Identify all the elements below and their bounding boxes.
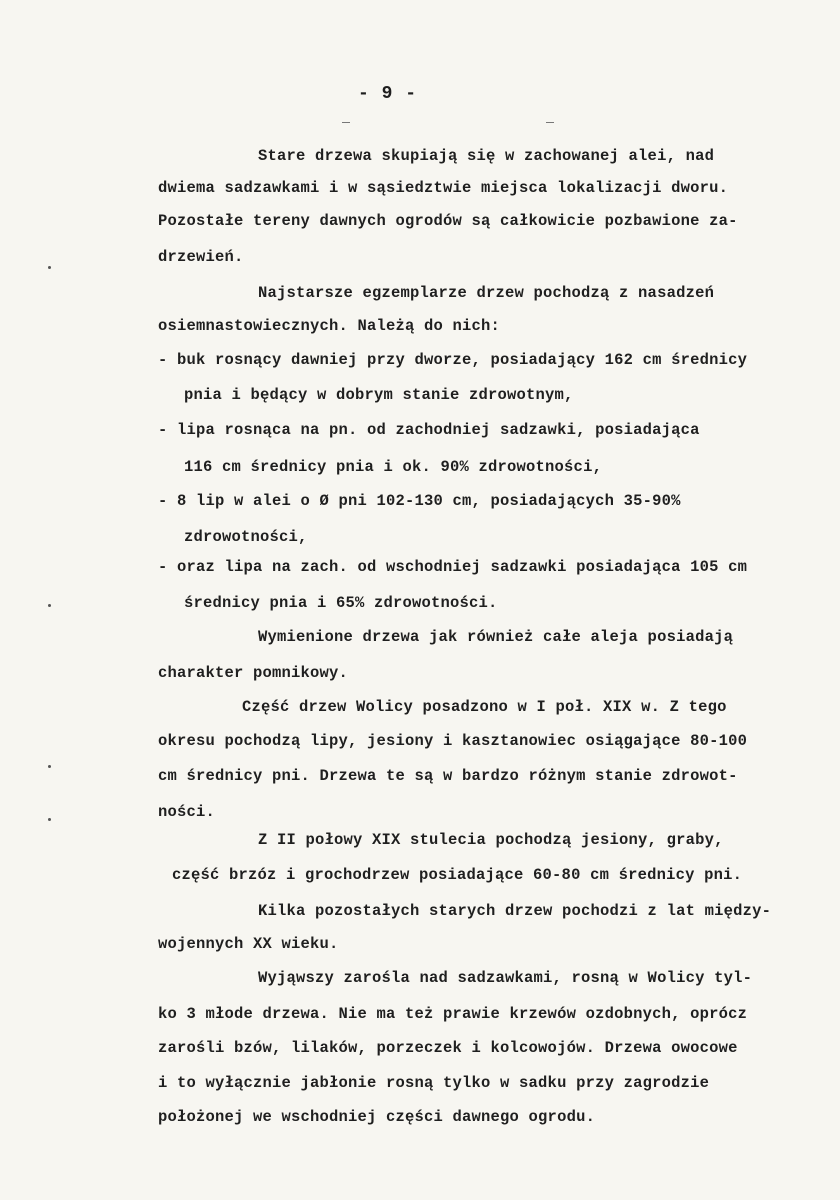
text-line: położonej we wschodniej części dawnego ogrodu. [158, 1108, 596, 1126]
text-line: - 8 lip w alei o Ø pni 102-130 cm, posiadających 35-90% [158, 492, 681, 510]
text-line: - lipa rosnąca na pn. od zachodniej sadzawki, posiadająca [158, 421, 700, 439]
text-line: - oraz lipa na zach. od wschodniej sadzawki posiadająca 105 cm [158, 558, 748, 576]
text-line: 116 cm średnicy pnia i ok. 90% zdrowotności, [184, 458, 603, 476]
text-line: osiemnastowiecznych. Należą do nich: [158, 317, 501, 335]
text-line: ko 3 młode drzewa. Nie ma też prawie krzewów ozdobnych, oprócz [158, 1005, 748, 1023]
text-line: wojennych XX wieku. [158, 935, 339, 953]
text-line: okresu pochodzą lipy, jesiony i kasztanowiec osiągające 80-100 [158, 732, 748, 750]
text-line: Z II połowy XIX stulecia pochodzą jesiony, graby, [258, 831, 724, 849]
text-line: ności. [158, 803, 216, 821]
margin-mark [48, 266, 51, 269]
text-line: Pozostałe tereny dawnych ogrodów są całkowicie pozbawione za- [158, 212, 738, 230]
text-line: dwiema sadzawkami i w sąsiedztwie miejsca lokalizacji dworu. [158, 179, 729, 197]
margin-mark [48, 818, 51, 821]
text-line: średnicy pnia i 65% zdrowotności. [184, 594, 498, 612]
text-line: drzewień. [158, 248, 244, 266]
text-line: pnia i będący w dobrym stanie zdrowotnym, [184, 386, 574, 404]
text-line: zdrowotności, [184, 528, 308, 546]
text-line: Kilka pozostałych starych drzew pochodzi z lat między- [258, 902, 772, 920]
text-line: Stare drzewa skupiają się w zachowanej alei, nad [258, 147, 715, 165]
page-mark [342, 122, 350, 123]
page-mark [546, 122, 554, 123]
page-number: - 9 - [357, 84, 417, 104]
text-line: część brzóz i grochodrzew posiadające 60-80 cm średnicy pni. [172, 866, 743, 884]
text-line: - buk rosnący dawniej przy dworze, posiadający 162 cm średnicy [158, 351, 748, 369]
text-line: Wymienione drzewa jak również całe aleja posiadają [258, 628, 734, 646]
text-line: Wyjąwszy zarośla nad sadzawkami, rosną w Wolicy tyl- [258, 969, 753, 987]
text-line: Część drzew Wolicy posadzono w I poł. XIX w. Z tego [242, 698, 727, 716]
text-line: Najstarsze egzemplarze drzew pochodzą z nasadzeń [258, 284, 715, 302]
text-line: zarośli bzów, lilaków, porzeczek i kolcowojów. Drzewa owocowe [158, 1039, 738, 1057]
text-line: charakter pomnikowy. [158, 664, 349, 682]
margin-mark [48, 765, 51, 768]
text-line: cm średnicy pni. Drzewa te są w bardzo różnym stanie zdrowot- [158, 767, 738, 785]
margin-mark [48, 604, 51, 607]
text-line: i to wyłącznie jabłonie rosną tylko w sadku przy zagrodzie [158, 1074, 710, 1092]
